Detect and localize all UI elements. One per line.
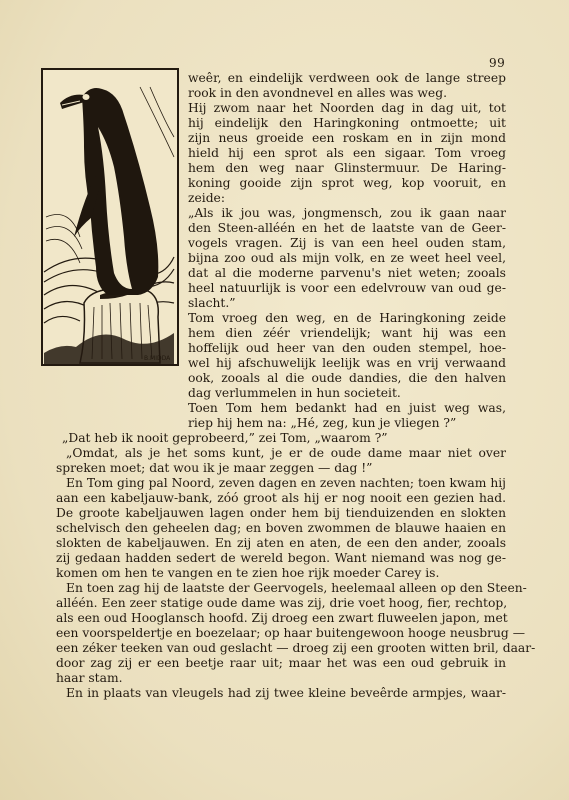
text-line: vogels vragen. Zij is van een heel ouden stam, <box>188 236 506 250</box>
text-line: zij gedaan hadden sedert de wereld begon. Want niemand was nog ge- <box>56 551 506 565</box>
text-line: wel hij afschuwelijk leelijk was en vrij verwaand <box>188 356 506 370</box>
text-line: hem dien zéér vriendelijk; want hij was een <box>188 326 506 340</box>
text-line: hield hij een sprot als een sigaar. Tom vroeg <box>188 146 506 160</box>
text-line: Hij zwom naar het Noorden dag in dag uit, tot <box>188 101 506 115</box>
svg-text:B.MIDDA: B.MIDDA <box>144 355 171 362</box>
text-line: slokten de kabeljauwen. En zij aten en aten, de een den ander, zooals <box>56 536 506 550</box>
text-line: ook, zooals al die oude dandies, die den halven <box>188 371 506 385</box>
text-line: „Als ik jou was, jongmensch, zou ik gaan naar <box>188 206 506 220</box>
text-line: heel natuurlijk is voor een edelvrouw van oud ge- <box>188 281 506 295</box>
text-line: zijn neus groeide een roskam en in zijn mond <box>188 131 506 145</box>
text-line: En toen zag hij de laatste der Geervogels, heelemaal alleen op den Steen- <box>66 581 527 595</box>
text-line: En Tom ging pal Noord, zeven dagen en zeven nachten; toen kwam hij <box>66 476 506 490</box>
text-line: haar stam. <box>56 671 123 685</box>
text-line: een zéker teeken van oud geslacht — droeg zij een grooten witten bril, daar- <box>56 641 536 655</box>
text-line: een voorspeldertje en boezelaar; op haar buitengewoon hooge neusbrug — <box>56 626 525 640</box>
text-line: En in plaats van vleugels had zij twee kleine beveêrde armpjes, waar- <box>66 686 506 700</box>
text-line: „Dat heb ik nooit geprobeerd,” zei Tom, „waarom ?” <box>62 431 388 445</box>
text-line: slacht.” <box>188 296 236 310</box>
text-line: hem den weg naar Glinstermuur. De Haring- <box>188 161 506 175</box>
text-line: alléén. Een zeer statige oude dame was zij, drie voet hoog, fier, rechtop, <box>56 596 508 610</box>
text-line: rook in den avondnevel en alles was weg. <box>188 86 447 100</box>
text-line: spreken moet; dat wou ik je maar zeggen — dag !” <box>56 461 373 475</box>
text-line: komen om hen te vangen en te zien hoe rijk moeder Carey is. <box>56 566 440 580</box>
text-line: zeide: <box>188 191 225 205</box>
text-line: De groote kabeljauwen lagen onder hem bij tienduizenden en slokten <box>56 506 506 520</box>
text-line: hoffelijk oud heer van den ouden stempel, hoe- <box>188 341 506 355</box>
text-line: den Steen-alléén en het de laatste van de Geer- <box>188 221 506 235</box>
text-line: bijna zoo oud als mijn volk, en ze weet heel veel, <box>188 251 506 265</box>
text-line: Toen Tom hem bedankt had en juist weg was, <box>188 401 506 415</box>
text-line: riep hij hem na: „Hé, zeg, kun je vliegen ?” <box>188 416 457 430</box>
text-line: weêr, en eindelijk verdween ook de lange streep <box>188 71 506 85</box>
text-line: als een oud Hooglansch hoofd. Zij droeg een zwart fluweelen japon, met <box>56 611 508 625</box>
text-line: schelvisch den geheelen dag; en boven zwommen de blauwe haaien en <box>56 521 506 535</box>
text-line: „Omdat, als je het soms kunt, je er de oude dame maar niet over <box>66 446 506 460</box>
text-line: dat al die moderne parvenu's niet weten; zooals <box>188 266 506 280</box>
text-line: aan een kabeljauw-bank, zóó groot als hij er nog nooit een gezien had. <box>56 491 506 505</box>
text-line: hij eindelijk den Haringkoning ontmoette; uit <box>188 116 506 130</box>
page-number: 99 <box>489 56 506 70</box>
text-line: dag verlummelen in hun societeit. <box>188 386 401 400</box>
text-line: door zag zij er een beetje raar uit; maar het was een oud gebruik in <box>56 656 506 670</box>
text-line: koning gooide zijn sprot weg, kop vooruit, en <box>188 176 506 190</box>
text-line: Tom vroeg den weg, en de Haringkoning zeide <box>188 311 506 325</box>
great-auk-drawing <box>40 67 180 367</box>
great-auk-illustration <box>40 67 180 367</box>
